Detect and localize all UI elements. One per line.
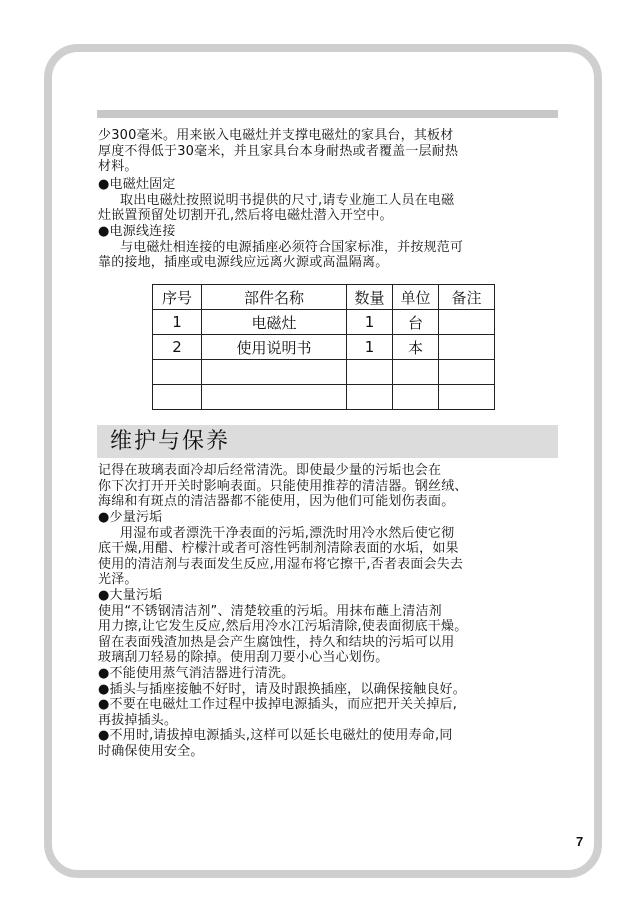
parts-table: [152, 284, 495, 410]
page-number: 7: [576, 834, 584, 849]
table-cell: [439, 360, 495, 385]
table-cell: [347, 360, 393, 385]
light-dirt-title: ●少量污垢: [98, 510, 163, 525]
table-header-row: [153, 285, 495, 310]
bullet-item: ●不能使用蒸气消洁器进行清洗。: [98, 666, 295, 681]
table-cell: [439, 335, 495, 360]
section-heading: 维护与保养: [110, 429, 231, 454]
header-cell: 序号: [153, 285, 202, 310]
fix-title: ●电磁灶固定: [98, 177, 176, 192]
table-row: [153, 360, 495, 385]
text-line: 厚度不得低于30毫米，并且家具台本身耐热或者覆盖一层耐热: [98, 143, 459, 159]
table-cell: [202, 360, 347, 385]
header-cell: 备注: [439, 285, 495, 310]
text-line: 记得在玻璃表面冷却后经常清洗。即使最少量的污垢也会在: [98, 463, 442, 478]
power-section: [98, 224, 568, 271]
bullet-item: ●不用时,请拔掉电源插头,这样可以延长电磁灶的使用寿命,同: [98, 728, 453, 743]
bullet-list: [98, 666, 568, 759]
table-cell: 电磁灶: [202, 310, 347, 335]
text-line: 与电磁灶相连接的电源插座必须符合国家标准，并按规范可: [120, 239, 464, 255]
table-row: [153, 310, 495, 335]
header-cell: 数量: [347, 285, 393, 310]
intro-paragraph: [98, 128, 568, 175]
bullet-item: ●插头与插座接触不好时，请及时跟换插座，以确保接触良好。: [98, 681, 466, 697]
text-line: 使用“不锈钢清洁剂”、清楚较重的污垢。用抹布蘸上清洁剂: [98, 603, 442, 619]
table-cell: [202, 385, 347, 410]
text-line: 靠的接地，插座或电源线应远离火源或高温隔离。: [98, 255, 389, 270]
table-row: [153, 385, 495, 410]
table-cell: [393, 360, 439, 385]
text-line: 底干燥,用醋、柠檬汁或者可溶性钙制剂清除表面的水垢，如果: [98, 541, 459, 556]
maintenance-paragraph: [98, 463, 568, 510]
table-cell: [439, 310, 495, 335]
light-dirt-section: [98, 510, 568, 588]
table-cell: [153, 385, 202, 410]
text-line: 用力擦,让它发生反应,然后用冷水冮污垢清除,使表面彻底干燥。: [98, 619, 468, 634]
table-cell: [393, 385, 439, 410]
text-line: 你下次打开开关时影响表面。只能使用推荐的清洁器。钢丝绒、: [98, 478, 468, 494]
table-cell: 1: [347, 335, 393, 360]
bullet-item: 再拔掉插头。: [98, 712, 178, 728]
table-cell: 1: [347, 310, 393, 335]
table-cell: 2: [153, 335, 202, 360]
table-cell: [153, 360, 202, 385]
top-divider-bar: [97, 110, 558, 118]
text-line: 使用的清洁剂与表面发生反应,用湿布将它擦干,否者表面会失去: [98, 556, 464, 572]
text-line: 用湿布或者漂洗干净表面的污垢,漂洗时用冷水然后使它彻: [120, 525, 455, 541]
heavy-dirt-section: [98, 588, 568, 666]
bullet-item: ●不要在电磁灶工作过程中拔掉电源插头，而应把开关关掉后,: [98, 697, 458, 712]
text-line: 灶嵌置预留处切割开孔,然后将电磁灶潜入开空中。: [98, 208, 393, 223]
header-cell: 部件名称: [202, 285, 347, 310]
text-line: 留在表面残渣加热是会产生腐蚀性，持久和结块的污垢可以用: [98, 634, 455, 650]
text-line: 取出电磁灶按照说明书提供的尺寸,请专业施工人员在电磁: [120, 192, 455, 208]
power-title: ●电源线连接: [98, 224, 176, 239]
table-cell: [439, 385, 495, 410]
header-cell: 单位: [393, 285, 439, 310]
heavy-dirt-title: ●大量污垢: [98, 588, 163, 603]
bullet-item: 时确保使用安全。: [98, 743, 204, 759]
fix-section: [98, 177, 568, 224]
text-line: 玻璃刮刀轻易的除掉。使用刮刀要小心当心划伤。: [98, 650, 389, 665]
text-line: 光泽。: [98, 572, 138, 587]
table-cell: [347, 385, 393, 410]
table-cell: 台: [393, 310, 439, 335]
text-line: 海绵和有斑点的清洁器都不能使用，因为他们可能划伤表面。: [98, 494, 455, 509]
table-cell: 本: [393, 335, 439, 360]
table-cell: 1: [153, 310, 202, 335]
text-line: 材料。: [98, 159, 138, 174]
text-line: 少300毫米。用来嵌入电磁灶并支撑电磁灶的家具台，其板材: [98, 128, 454, 143]
table-row: [153, 335, 495, 360]
table-cell: 使用说明书: [202, 335, 347, 360]
